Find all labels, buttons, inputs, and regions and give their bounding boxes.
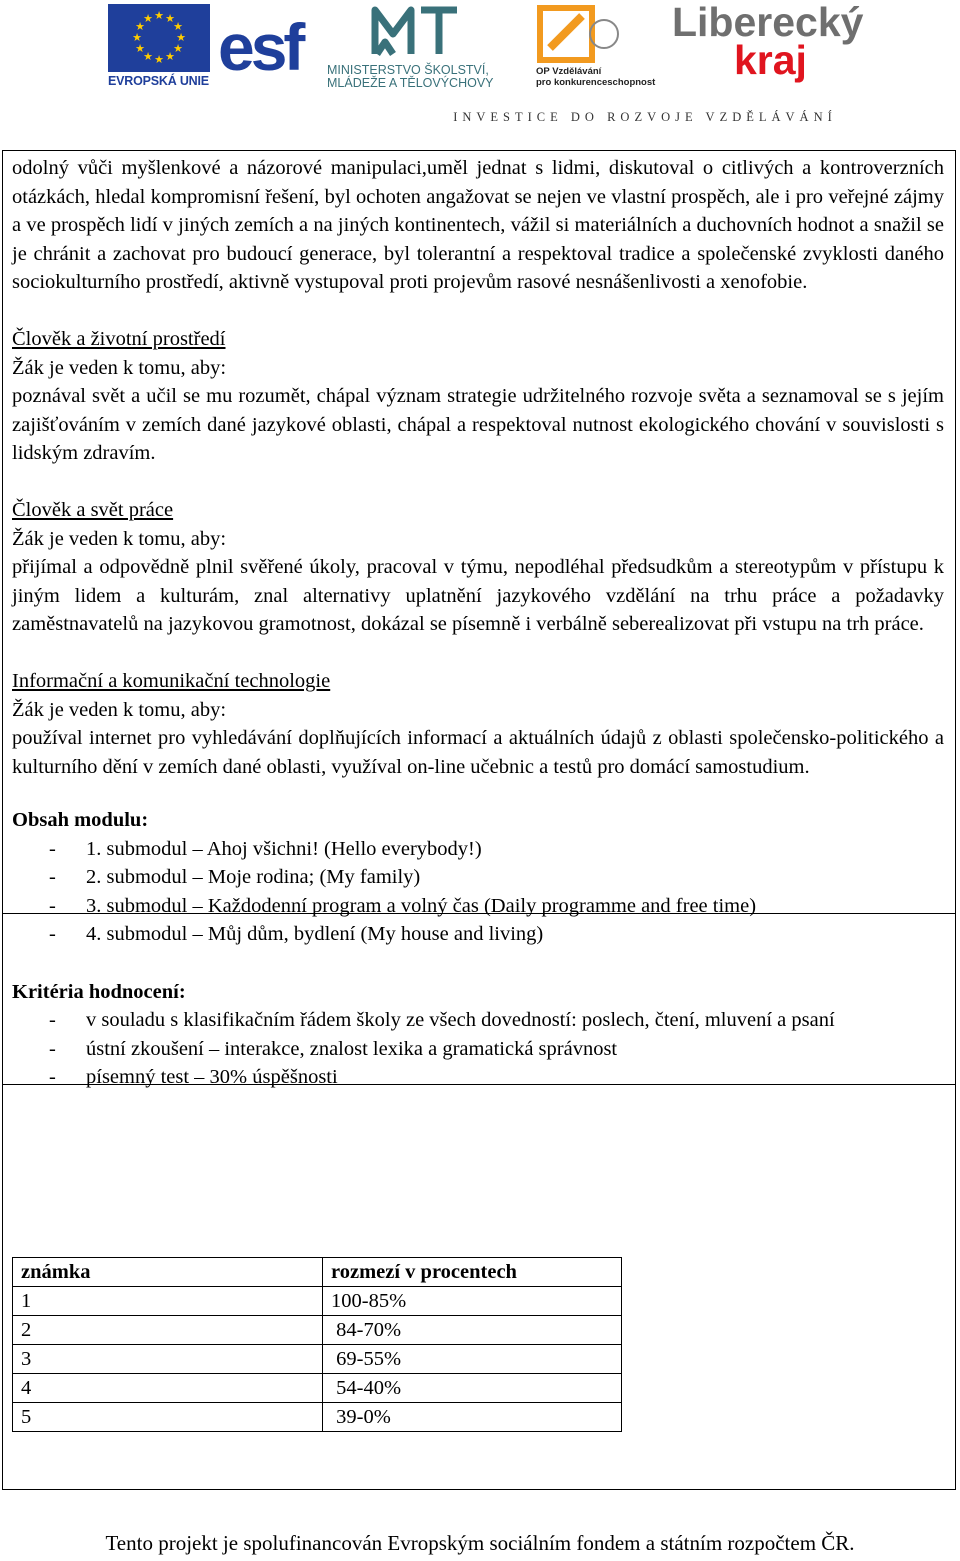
svg-text:★: ★: [176, 31, 186, 44]
header-logos: [0, 0, 960, 130]
svg-text:★: ★: [173, 42, 183, 55]
svg-text:★: ★: [135, 42, 145, 55]
obsah-list: [12, 835, 944, 949]
op-logo: [536, 2, 656, 92]
section-text: poznával svět a učil se mu rozumět, chápal význam strategie udržitelného rozvoje světa a seznamoval se s jejím zajišťováním v zemích dané jazykové oblasti, chápal a respektoval nutnost ekologického chování v souvislosti s lidským zdravím.: [12, 385, 944, 464]
obsah-modulu: [12, 806, 944, 949]
table-row: [13, 1287, 622, 1316]
table-cell: 39-0%: [323, 1403, 622, 1432]
list-item: - 2. submodul – Moje rodina; (My family): [49, 866, 421, 888]
table-cell: 69-55%: [323, 1345, 622, 1374]
table-header: rozmezí v procentech: [323, 1258, 622, 1287]
liberecky-kraj-logo: [650, 0, 864, 90]
eu-logo: [108, 4, 210, 88]
svg-text:★: ★: [143, 12, 153, 25]
svg-text:★: ★: [154, 9, 164, 22]
kriteria-hodnoceni: [12, 978, 944, 1092]
table-row: [13, 1345, 622, 1374]
list-item: - 3. submodul – Každodenní program a volný čas (Daily programme and free time): [49, 894, 757, 917]
esf-logo: [218, 4, 318, 86]
msmt-logo: [325, 2, 505, 92]
op-caption-line-2: pro konkurenceschopnost: [536, 77, 656, 88]
table-cell: 2: [13, 1316, 323, 1345]
table-cell: 54-40%: [323, 1374, 622, 1403]
table-header-row: [13, 1258, 622, 1287]
op-emblem-icon: [536, 2, 626, 64]
section-ict: [12, 667, 944, 781]
list-item: - písemný test – 30% úspěšnosti: [49, 1066, 338, 1088]
table-cell: 1: [13, 1287, 323, 1316]
svg-text:★: ★: [165, 12, 175, 25]
op-caption: [536, 66, 655, 88]
list-item: - 1. submodul – Ahoj všichni! (Hello everybody!): [49, 837, 482, 860]
eu-caption: EVROPSKÁ UNIE: [108, 74, 209, 88]
msmt-emblem-icon: [325, 2, 475, 62]
kriteria-list: [12, 1006, 944, 1092]
section-lead: Žák je veden k tomu, aby:: [12, 698, 227, 721]
grades-table: [12, 1257, 622, 1432]
tagline: INVESTICE DO ROZVOJE VZDĚLÁVÁNÍ: [453, 110, 837, 124]
svg-text:★: ★: [132, 31, 142, 44]
footer: Tento projekt je spolufinancován Evropským sociálním fondem a státním rozpočtem ČR.: [105, 1531, 855, 1555]
section-text: přijímal a odpovědně plnil svěřené úkoly, pracoval v týmu, nepodléhal předsudkům a stereotypům v přístupu k jiným lidem a kulturám, znal alternativy uplatnění jazykového vzdělání na trhu práce a požadavky zaměstnavatelů na jazykovou gramotnost, dokázal se písemně i verbálně seberealizovat při vstupu na trh práce.: [12, 556, 944, 635]
section-work: [12, 496, 944, 639]
esf-wordmark: esf: [218, 10, 302, 84]
table-cell: 4: [13, 1374, 323, 1403]
op-caption-line-1: OP Vzdělávání: [536, 66, 602, 77]
table-row: [13, 1403, 622, 1432]
section-lead: Žák je veden k tomu, aby:: [12, 527, 227, 550]
list-item: - ústní zkoušení – interakce, znalost lexika a gramatická správnost: [49, 1037, 618, 1060]
list-item: - 4. submodul – Můj dům, bydlení (My house and living): [49, 923, 544, 945]
document-body: [12, 154, 944, 1092]
section-lead: Žák je veden k tomu, aby:: [12, 356, 227, 379]
svg-text:★: ★: [173, 20, 183, 33]
intro-paragraph: odolný vůči myšlenkové a názorové manipulaci,uměl jednat s lidmi, diskutoval o citlivých a kontroverzních otázkách, hledal kompromisní řešení, byl ochoten angažovat se nejen ve vlastní prospěch, ale i pro veřejné zájmy a ve prospěch lidí v jiných zemích a na jiných kontinentech, vážil si materiálních a duchovních hodnot a snažil se je chránit a zachovat pro budoucí generace, byl tolerantní a respektoval tradice a společenské zvyklosti daného sociokulturního prostředí, aktivně vystupoval proti projevům rasové nesnášenlivosti a xenofobie.: [12, 157, 944, 293]
section-title: Člověk a životní prostředí: [12, 328, 226, 350]
kriteria-heading: Kritéria hodnocení:: [12, 980, 186, 1003]
table-header: známka: [13, 1258, 323, 1287]
section-environment: [12, 325, 944, 468]
eu-flag-icon: [108, 4, 210, 72]
section-text: používal internet pro vyhledávání doplňujících informací a aktuálních údajů z oblasti společensko-politického a kulturního dění v zemích dané oblasti, využíval on-line učebnic a testů pro domácí samostudium.: [12, 727, 944, 778]
msmt-caption-line-2: MLÁDEŽE A TĚLOVÝCHOVY: [327, 76, 494, 90]
msmt-caption: [327, 64, 494, 90]
svg-text:★: ★: [165, 50, 175, 63]
section-title: Informační a komunikační technologie: [12, 670, 331, 692]
svg-text:★: ★: [154, 53, 164, 66]
section-title: Člověk a svět práce: [12, 499, 174, 521]
table-cell: 5: [13, 1403, 323, 1432]
table-cell: 100-85%: [323, 1287, 622, 1316]
table-cell: 84-70%: [323, 1316, 622, 1345]
list-item: - v souladu s klasifikačním řádem školy ze všech dovedností: poslech, čtení, mluvení a psaní: [49, 1009, 835, 1031]
svg-text:★: ★: [143, 50, 153, 63]
obsah-heading: Obsah modulu:: [12, 809, 149, 831]
msmt-caption-line-1: MINISTERSTVO ŠKOLSTVÍ,: [327, 63, 489, 77]
svg-text:★: ★: [135, 20, 145, 33]
table-row: [13, 1374, 622, 1403]
table-row: [13, 1316, 622, 1345]
lk-line-2: kraj: [734, 37, 807, 83]
table-cell: 3: [13, 1345, 323, 1374]
lk-line-1: Liberecký: [672, 0, 864, 45]
